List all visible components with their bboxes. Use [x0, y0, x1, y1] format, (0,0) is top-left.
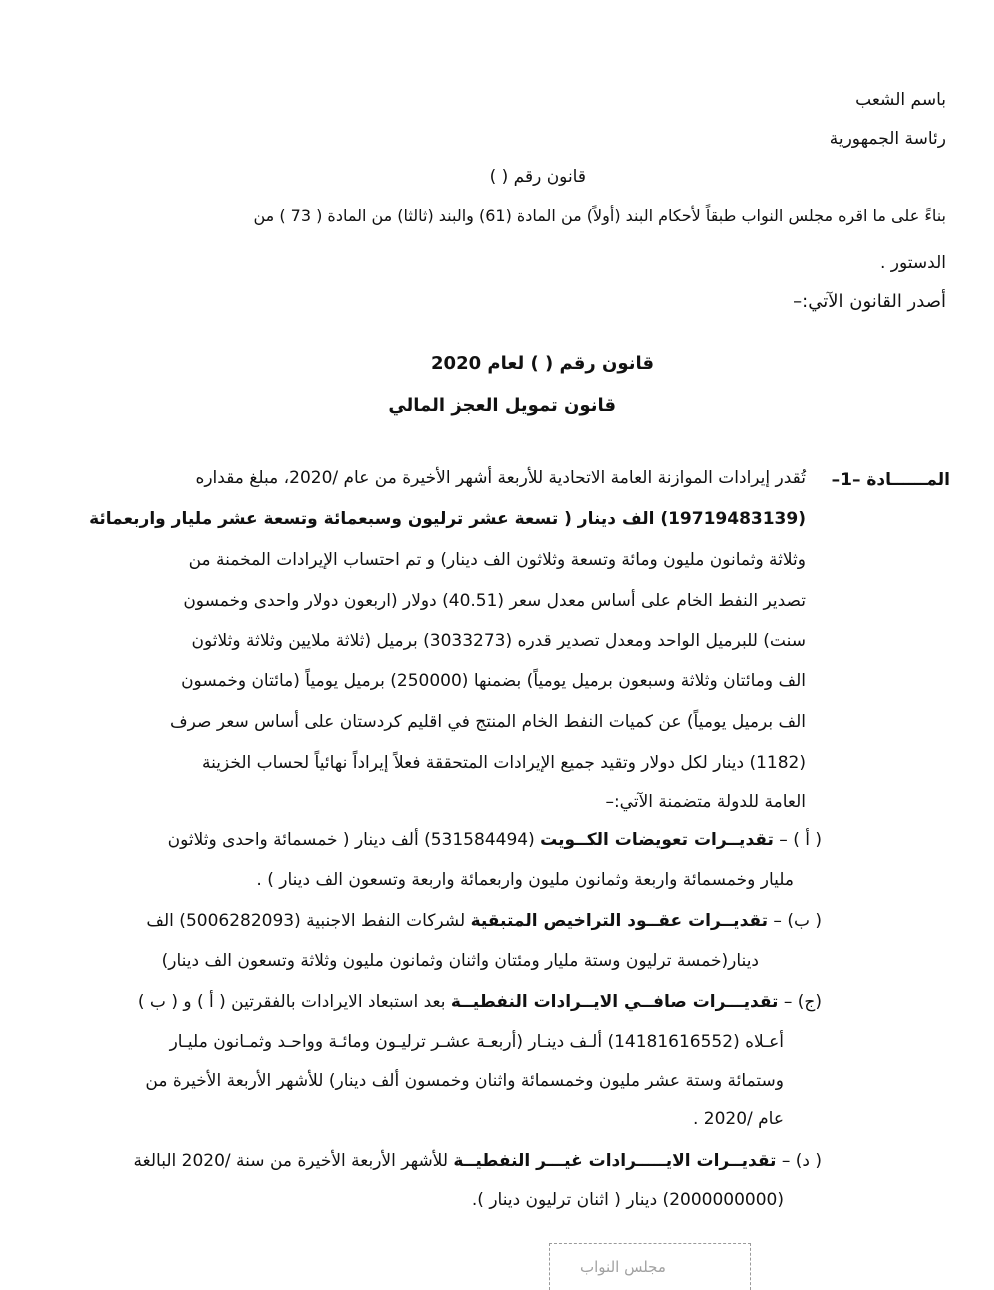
header-in-name-of-people: باسم الشعب	[855, 90, 946, 110]
item-c-line-2: أعـلاه (14181616552) ألـف دينـار (أربعـة عشـر ترليـون ومائـة وواحـد وثمـانون مليـار	[169, 1032, 784, 1052]
header-law-number: قانون رقم ( )	[489, 167, 586, 187]
item-b-prefix: ( ب) –	[768, 911, 822, 931]
item-b-title: تقديــرات عقــود التراخيص المتبقية	[470, 911, 769, 931]
article-1-line: الف برميل يومياً) عن كميات النفط الخام المنتج في اقليم كردستان على أساس سعر صرف	[170, 712, 806, 732]
item-c-line-4: عام /2020 .	[692, 1109, 784, 1129]
article-1-line: الف ومائتان وثلاثة وسبعون برميل يومياً) بضمنها (250000) برميل يومياً (مائتان وخمسون	[181, 671, 806, 691]
preamble-line-3: أصدر القانون الآتي:–	[793, 291, 946, 312]
preamble-line-1: بناءً على ما اقره مجلس النواب طبقاً لأحكام البند (أولاً) من المادة (61) والبند (ثالثا) من المادة ( 73 ) من	[253, 206, 946, 225]
item-d-line-1	[134, 1149, 822, 1173]
item-d-prefix: ( د) –	[776, 1151, 822, 1171]
item-c-line-3: وستمائة وستة عشر مليون وخمسمائة واثنان وخمسون ألف دينار) للأشهر الأربعة الأخيرة من	[145, 1071, 784, 1091]
item-a-line-1	[168, 828, 822, 852]
article-1-line: (1182) دينار لكل دولار وتقيد جميع الإيرادات المتحققة فعلاً إيراداً نهائياً لحساب الخزينة	[202, 753, 806, 773]
item-a-line-2: مليار وخمسمائة واربعة وثمانون مليون واربعمائة واربعة وتسعون الف دينار ) .	[256, 870, 794, 890]
article-1-label: المــــــادة –1–	[831, 470, 950, 490]
article-1-line: تُقدر إيرادات الموازنة العامة الاتحادية للأربعة أشهر الأخيرة من عام /2020، مبلغ مقداره	[195, 468, 806, 488]
item-a-text: (531584494) ألف دينار ( خمسمائة واحدى وثلاثون	[167, 830, 541, 850]
header-presidency: رئاسة الجمهورية	[829, 129, 946, 149]
item-c-prefix: (ج) –	[778, 992, 822, 1012]
article-1-line: وثلاثة وثمانون مليون ومائة وتسعة وثلاثون الف دينار) و تم احتساب الإيرادات المخمنة من	[188, 550, 806, 570]
item-c-text: بعد استبعاد الايرادات بالفقرتين ( أ ) و ( ب )	[137, 992, 451, 1012]
item-d-line-2: (2000000000) دينار ( اثنان ترليون دينار ).	[471, 1190, 784, 1210]
article-1-line: تصدير النفط الخام على أساس معدل سعر (40.51) دولار (اربعون دولار واحدى وخمسون	[183, 591, 806, 611]
item-b-line-1	[146, 909, 822, 933]
law-title-number: قانون رقم ( ) لعام 2020	[431, 353, 654, 374]
preamble-line-2: الدستور .	[880, 253, 946, 273]
item-b-text: لشركات النفط الاجنبية (5006282093) الف	[146, 911, 471, 931]
article-1-line: سنت) للبرميل الواحد ومعدل تصدير قدره (3033273) برميل (ثلاثة ملايين وثلاثة وثلاثون	[191, 631, 806, 651]
article-1-line: (19719483139) الف دينار ( تسعة عشر ترليون وسبعمائة وتسعة عشر مليار واربعمائة	[89, 509, 806, 529]
item-c-title: تقديـــرات صافــي الايــرادات النفطيــة	[450, 992, 779, 1012]
item-a-title: تقديــرات تعويضات الكــويت	[540, 830, 774, 850]
item-d-text: للأشهر الأربعة الأخيرة من سنة /2020 البالغة	[133, 1151, 454, 1171]
item-d-title: تقديــرات الايـــــرادات غيـــر النفطيــة	[453, 1151, 777, 1171]
item-a-prefix: ( أ ) –	[773, 830, 822, 850]
item-b-line-2: دينار(خمسة ترليون وستة مليار ومئتان واثنان وثمانون مليون وثلاثة وتسعون الف دينار)	[161, 951, 759, 971]
item-c-line-1	[138, 990, 822, 1014]
parliament-stamp-text: مجلس النواب	[580, 1258, 666, 1276]
article-1-line: العامة للدولة متضمنة الآتي:–	[605, 792, 806, 812]
law-title-name: قانون تمويل العجز المالي	[388, 395, 616, 416]
